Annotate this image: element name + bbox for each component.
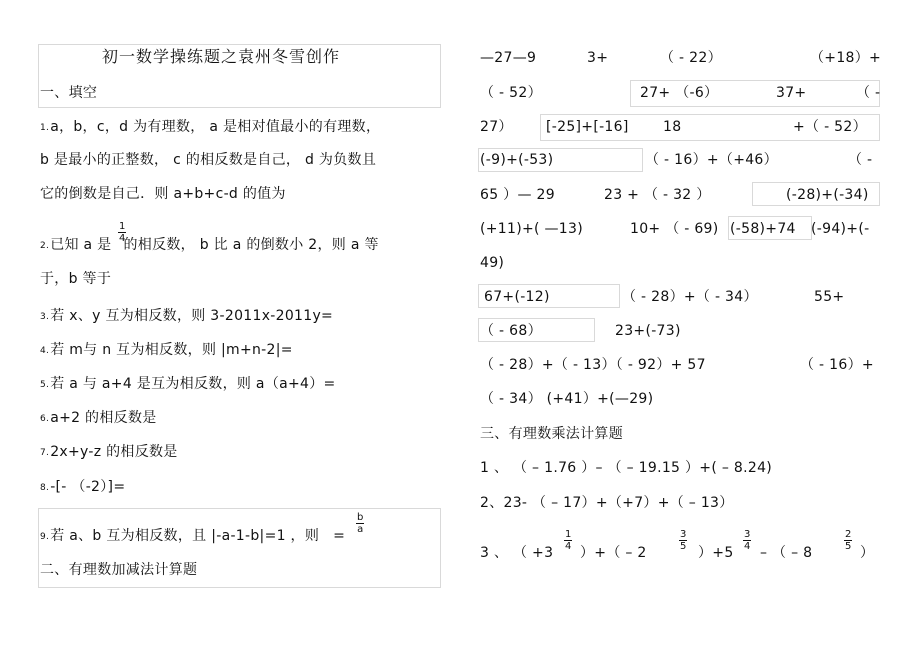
question-6 [40,409,157,428]
question-text: 的相反数， b 比 a 的倒数小 2，则 a 等 [123,237,379,253]
question-number: 7. [40,448,50,458]
expr: （ - 68） [480,323,542,339]
mult-problem-3-part-4: – （ – 8 [760,545,813,561]
question-text: -[- （-2）]= [50,479,126,495]
question-8 [40,478,125,497]
expr: (-28)+(-34) [786,187,869,203]
expr: （ - 52） [480,85,542,101]
question-2-line-1 [40,236,379,255]
expr: 23 + （ - 32 ） [604,187,711,203]
expr: （+18）+ [810,50,882,66]
question-3 [40,307,333,326]
expr: （ - 28）+（ - 34） [622,289,758,305]
expr: 10+ （ - 69) [630,221,719,237]
question-number: 9. [40,532,50,542]
expr: （ - 16）+ [800,357,874,373]
expr: 23+(-73) [615,323,681,339]
expr: (-94)+(- [811,221,870,237]
question-text: = [333,528,346,544]
question-text: 若 a、b 互为相反数，且 |-a-1-b|=1 ，则 [50,528,320,544]
question-text: 若 x、y 互为相反数，则 3-2011x-2011y= [50,308,334,324]
question-text: 2x+y-z 的相反数是 [50,444,178,460]
fraction-one-quarter: $\frac{1}{4}$ [119,221,126,244]
question-4 [40,341,293,360]
fraction-b-over-a: $\frac{b}{a}$ [357,512,364,535]
mult-problem-1: 1 、 （ – 1.76 ）– （ – 19.15 ）+( – 8.24) [480,460,773,476]
expr: （ - 28）+（ - 13）（ - 92）+ 57 [480,357,706,373]
question-text: 若 a 与 a+4 是互为相反数，则 a（a+4）= [50,376,336,392]
expr: （ - 16）+（+46） [645,152,778,168]
expr: 65 ）— 29 [480,187,555,203]
question-text: a，b，c，d 为有理数， a 是相对值最小的有理数， [50,119,381,135]
expr: 27+ （-6） [640,85,719,101]
expr: （ - [856,85,881,101]
expr: 55+ [814,289,845,305]
question-2-line-2: 于，b 等于 [40,271,112,287]
expr: （ - [848,152,873,168]
fraction-two-fifths: $\frac{2}{5}$ [845,529,852,552]
expr: —27—9 [480,50,537,66]
expr: 18 [663,119,682,135]
question-1-line-2: b 是最小的正整数， c 的相反数是自己， d 为负数且 [40,152,377,168]
question-number: 2. [40,241,50,251]
expr: +（ - 52） [793,119,867,135]
question-1-line-3: 它的倒数是自己．则 a+b+c-d 的值为 [40,186,286,202]
question-7 [40,443,178,462]
question-1-line-1 [40,118,380,137]
question-5 [40,375,336,394]
expr: (-9)+(-53) [480,152,554,168]
question-number: 4. [40,346,50,356]
question-number: 3. [40,312,50,322]
mult-problem-3-part-3: ）+5 [698,545,734,561]
question-text: 已知 a 是 [50,237,112,253]
expr: 67+(-12) [484,289,550,305]
expr: (-58)+74 [730,221,796,237]
question-number: 5. [40,380,50,390]
expr: 3+ [587,50,609,66]
expr: [-25]+[-16] [546,119,629,135]
question-9 [40,527,345,546]
fraction-three-fifths: $\frac{3}{5}$ [680,529,687,552]
expr: (+11)+( —13) [480,221,583,237]
fraction-three-quarters: $\frac{3}{4}$ [744,529,751,552]
question-number: 1. [40,123,50,133]
expr: （ - 22） [660,50,722,66]
question-number: 8. [40,483,50,493]
mult-problem-3-part-2: ）+（ – 2 [580,545,647,561]
expr: 27） [480,119,513,135]
mult-problem-3-part-1: 3 、 （ +3 [480,545,554,561]
expr: 37+ [776,85,807,101]
section-heading-fill-blank: 一、填空 [40,85,98,101]
question-text: 若 m与 n 互为相反数，则 |m+n-2|= [50,342,293,358]
mult-problem-3-part-5: ） [860,545,875,561]
section-heading-multiplication: 三、有理数乘法计算题 [480,426,623,442]
expr: （ - 34） (+41）+(—29) [480,391,654,407]
section-heading-add-subtract: 二、有理数加减法计算题 [40,562,198,578]
expr: 49) [480,255,505,271]
fraction-one-quarter: $\frac{1}{4}$ [565,529,572,552]
mult-problem-2: 2、23- （ – 17）+（+7）+（ – 13） [480,495,734,511]
document-title: 初一数学操练题之袁州冬雪创作 [102,47,341,66]
question-number: 6. [40,414,50,424]
question-text: a+2 的相反数是 [50,410,157,426]
